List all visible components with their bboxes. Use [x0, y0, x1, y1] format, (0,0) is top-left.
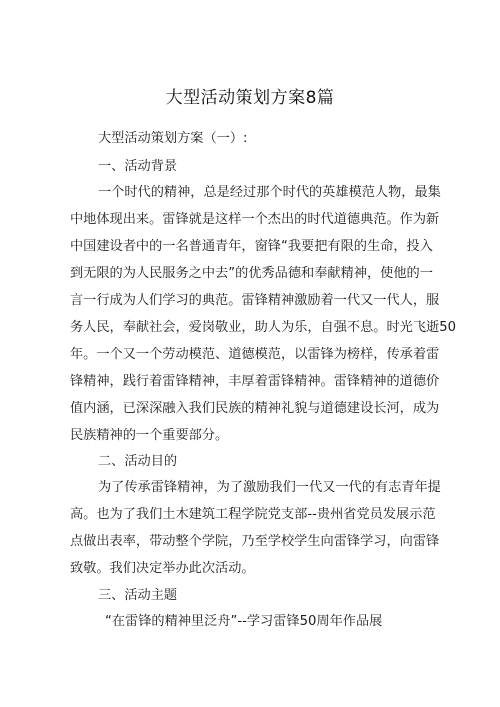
document-title: 大型活动策划方案8篇: [165, 88, 335, 108]
paragraph-line: 务人民，奉献社会，爱岗敬业，助人为乐，自强不息。时光飞逝50: [70, 320, 457, 335]
paragraph-line: 一个时代的精神，总是经过那个时代的英雄模范人物，最集: [98, 185, 441, 200]
paragraph-line: 为了传承雷锋精神，为了激励我们一代又一代的有志青年提: [98, 480, 441, 495]
section-heading-purpose: 二、活动目的: [98, 454, 178, 469]
paragraph-line: 锋精神，践行着雷锋精神，丰厚着雷锋精神。雷锋精神的道德价: [70, 374, 440, 389]
section-heading-theme: 三、活动主题: [98, 588, 178, 603]
paragraph-line: 高。也为了我们土木建筑工程学院党支部--贵州省党员发展示范: [70, 507, 436, 522]
paragraph-line: 年。一个又一个劳动模范、道德模范，以雷锋为榜样，传承着雷: [70, 347, 440, 362]
paragraph-line: 中国建设者中的一名普通青年，窗锋“我要把有限的生命，投入: [70, 239, 433, 254]
theme-line: “在雷锋的精神里泛舟”--学习雷锋50周年作品展: [105, 614, 383, 629]
section-heading-plan: 大型活动策划方案（一）:: [98, 131, 248, 146]
paragraph-line: 民族精神的一个重要部分。: [70, 428, 229, 443]
paragraph-line: 值内涵，已深深融入我们民族的精神礼貌与道德建设长河，成为: [70, 401, 440, 416]
paragraph-line: 点做出表率，带动整个学院，乃至学校学生向雷锋学习，向雷锋: [70, 534, 440, 549]
paragraph-line: 言一行成为人们学习的典范。雷锋精神激励着一代又一代人，服: [70, 293, 440, 308]
paragraph-line: 到无限的为人民服务之中去”的优秀品德和奉献精神，使他的一: [70, 266, 433, 281]
paragraph-line: 致敬。我们决定举办此次活动。: [70, 561, 255, 576]
paragraph-line: 中地体现出来。雷锋就是这样一个杰出的时代道德典范。作为新: [70, 212, 440, 227]
section-heading-background: 一、活动背景: [98, 159, 178, 174]
